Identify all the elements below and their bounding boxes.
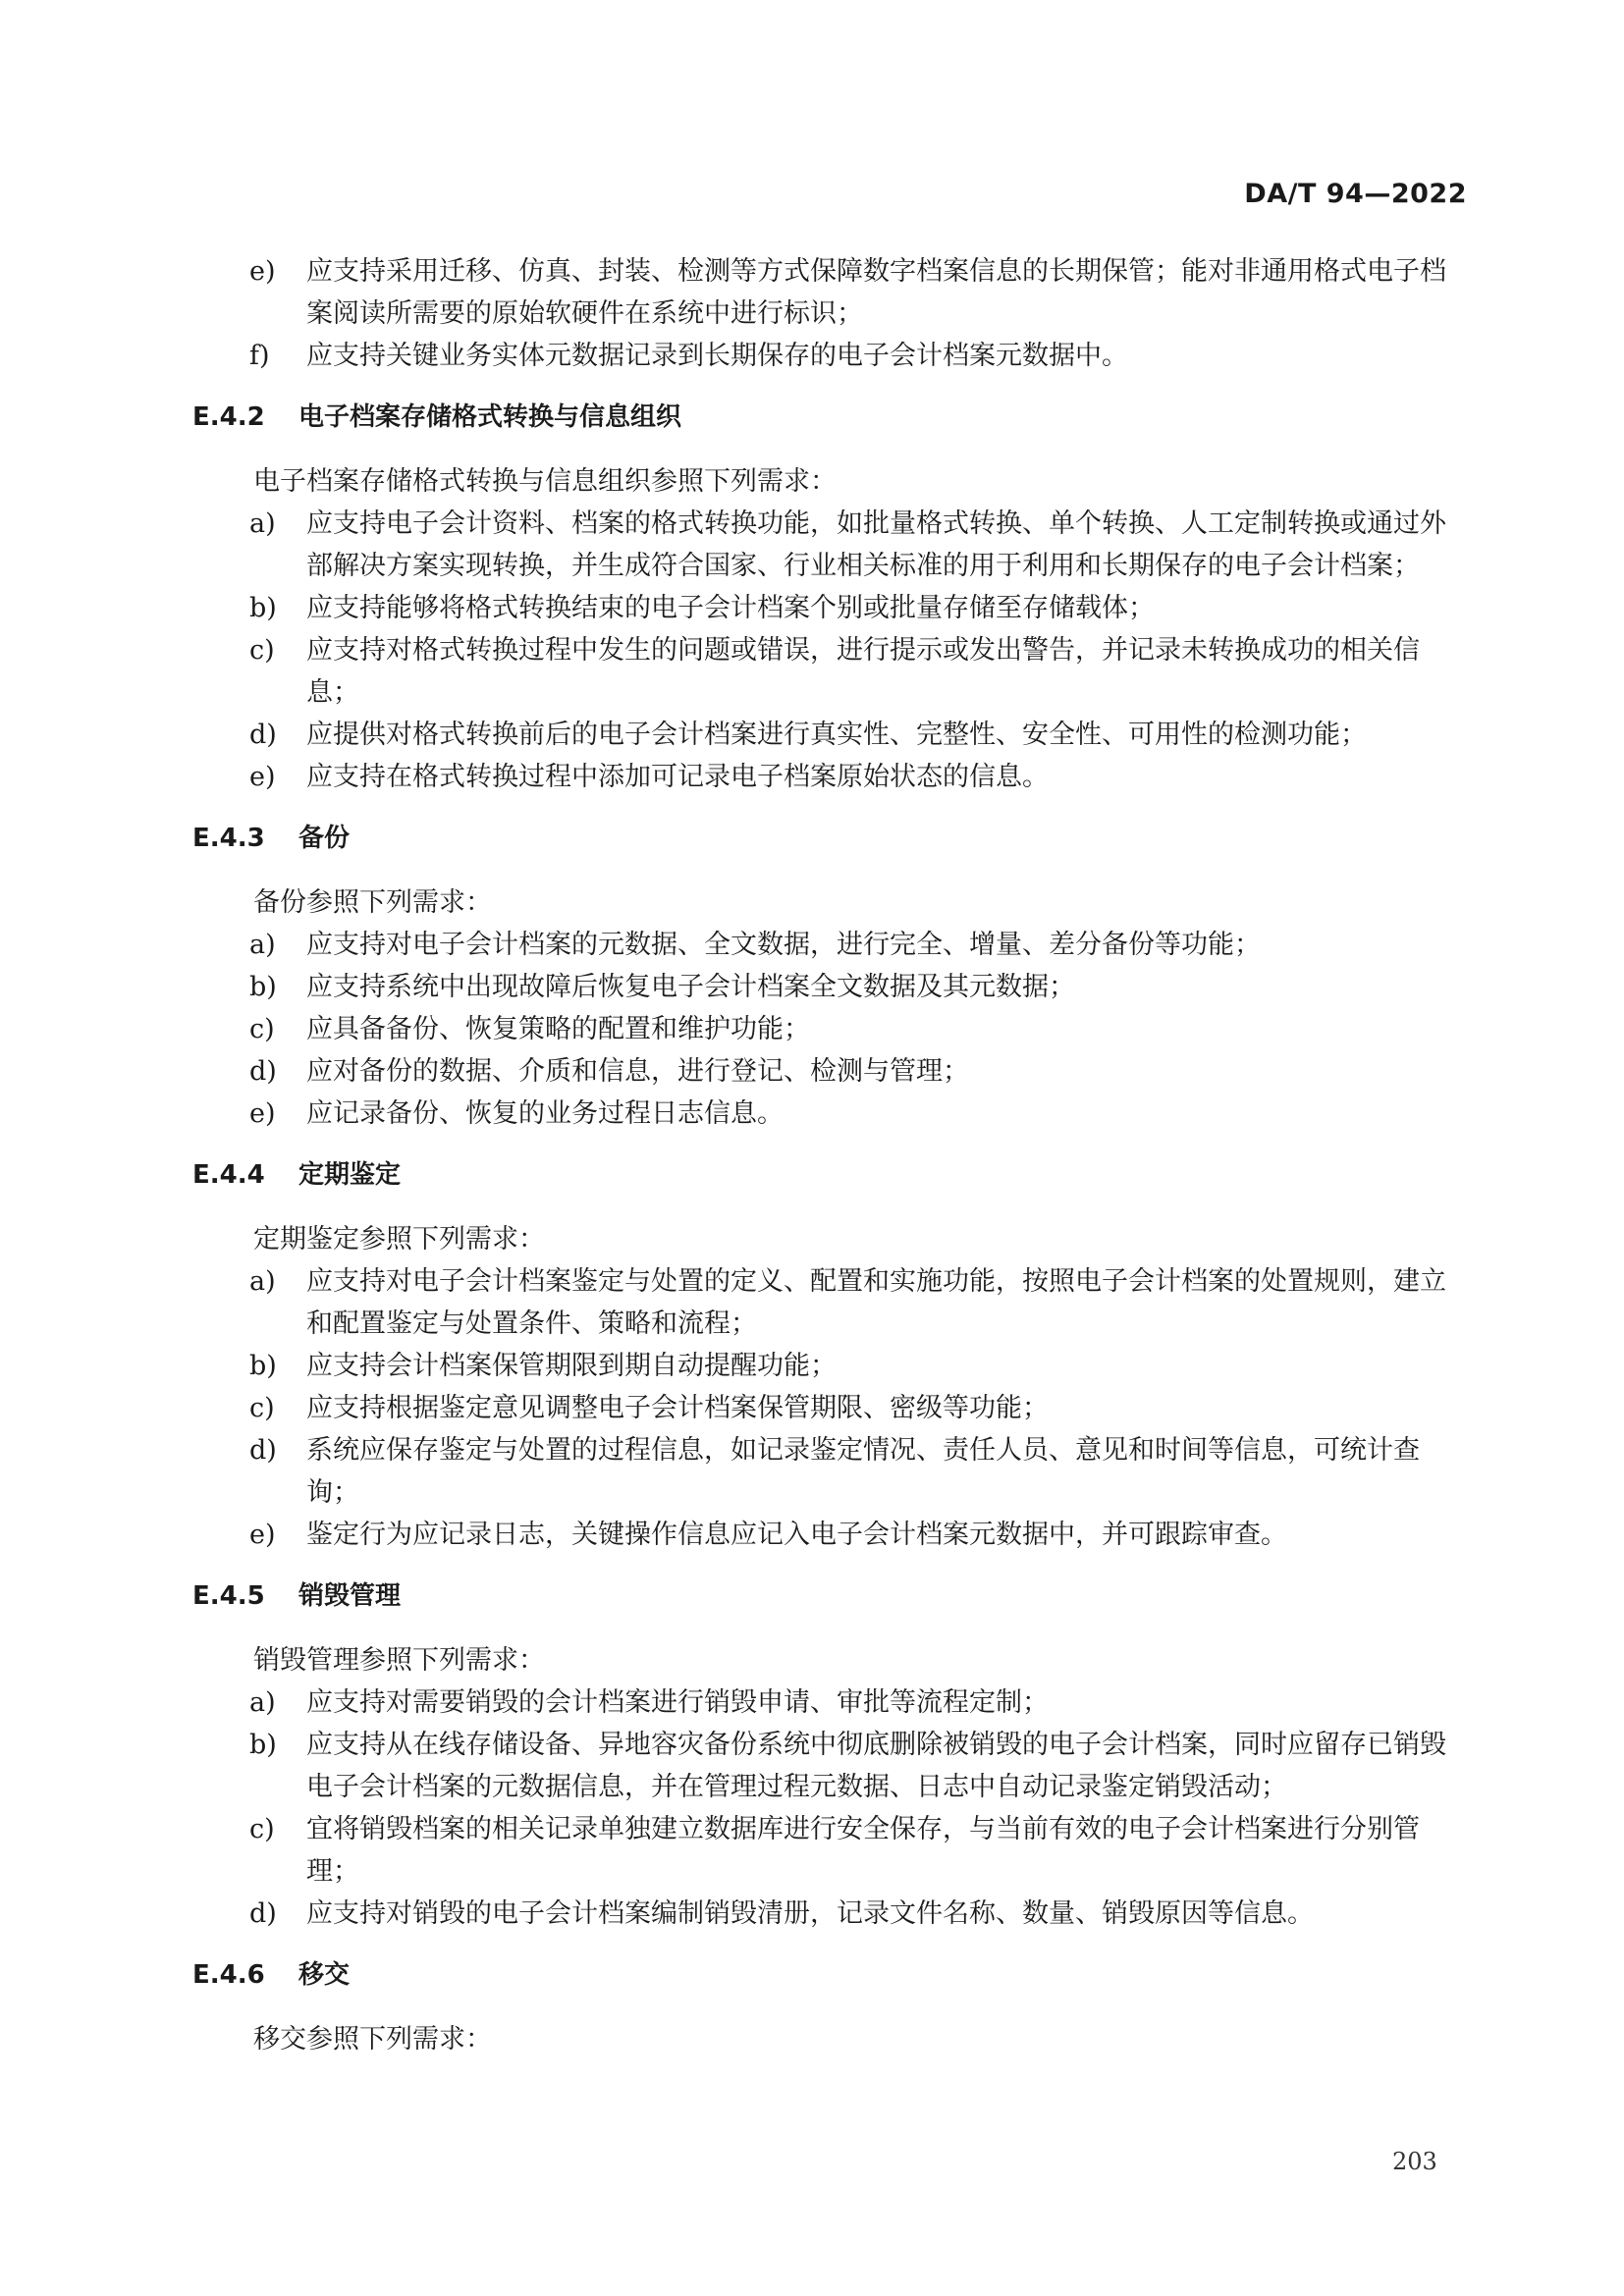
item-text: 应支持采用迁移、仿真、封装、检测等方式保障数字档案信息的长期保管；能对非通用格式电子档案阅读所需要的原始软硬件在系统中进行标识； (306, 256, 1446, 329)
sections-container (192, 397, 1469, 2060)
item-label: a) (249, 1266, 276, 1297)
item-label: e) (249, 1098, 276, 1129)
list-item (192, 503, 1469, 587)
item-label: d) (249, 1056, 277, 1087)
section-title: 电子档案存储格式转换与信息组织 (298, 402, 682, 432)
list-item (192, 1808, 1469, 1893)
section (192, 1575, 1469, 1935)
item-text: 鉴定行为应记录日志，关键操作信息应记入电子会计档案元数据中，并可跟踪审查。 (306, 1520, 1287, 1550)
item-text: 应支持系统中出现故障后恢复电子会计档案全文数据及其元数据； (306, 972, 1075, 1002)
item-text: 应支持电子会计资料、档案的格式转换功能，如批量格式转换、单个转换、人工定制转换或通过外部解决方案实现转换，并生成符合国家、行业相关标准的用于利用和长期保存的电子会计档案； (306, 508, 1446, 581)
item-text: 应支持会计档案保管期限到期自动提醒功能； (306, 1351, 837, 1381)
item-text: 应提供对格式转换前后的电子会计档案进行真实性、完整性、安全性、可用性的检测功能； (306, 720, 1367, 750)
item-label: a) (249, 930, 276, 960)
item-label: d) (249, 1898, 277, 1929)
standard-id-header: DA/T 94—2022 (1244, 179, 1467, 209)
list-item (192, 1724, 1469, 1808)
list-item (192, 1682, 1469, 1724)
item-label: c) (249, 635, 275, 666)
list-item (192, 1093, 1469, 1135)
section-intro: 备份参照下列需求： (253, 887, 492, 918)
list-item (192, 1008, 1469, 1050)
list-item (192, 250, 1469, 335)
section-heading (192, 1954, 1469, 1997)
list-item (192, 966, 1469, 1008)
item-text: 应支持从在线存储设备、异地容灾备份系统中彻底删除被销毁的电子会计档案，同时应留存已销毁电子会计档案的元数据信息，并在管理过程元数据、日志中自动记录鉴定销毁活动； (306, 1730, 1446, 1802)
item-text: 应对备份的数据、介质和信息，进行登记、检测与管理； (306, 1056, 969, 1087)
item-text: 应支持能够将格式转换结束的电子会计档案个别或批量存储至存储载体； (306, 593, 1155, 623)
section-number: E.4.2 (192, 402, 265, 432)
list-item (192, 587, 1469, 629)
section-title: 移交 (298, 1960, 351, 1990)
list-item (192, 1429, 1469, 1514)
item-text: 应支持对格式转换过程中发生的问题或错误，进行提示或发出警告，并记录未转换成功的相关信息； (306, 635, 1420, 708)
section-heading (192, 1575, 1469, 1618)
list-item (192, 1345, 1469, 1387)
section-heading (192, 818, 1469, 860)
item-label: c) (249, 1014, 275, 1044)
list-item (192, 756, 1469, 798)
top-item-list (192, 250, 1469, 377)
section-number: E.4.3 (192, 824, 265, 853)
section-number: E.4.5 (192, 1581, 265, 1611)
item-label: e) (249, 762, 276, 792)
section-number: E.4.6 (192, 1960, 265, 1990)
item-label: a) (249, 1687, 276, 1718)
list-item (192, 629, 1469, 714)
document-body (192, 250, 1469, 2060)
item-text: 应支持对销毁的电子会计档案编制销毁清册，记录文件名称、数量、销毁原因等信息。 (306, 1898, 1314, 1929)
section (192, 1154, 1469, 1556)
item-label: b) (249, 593, 277, 623)
list-item (192, 714, 1469, 756)
section-title: 销毁管理 (298, 1581, 402, 1611)
item-text: 应具备备份、恢复策略的配置和维护功能； (306, 1014, 810, 1044)
item-text: 系统应保存鉴定与处置的过程信息，如记录鉴定情况、责任人员、意见和时间等信息，可统计查询； (306, 1435, 1420, 1508)
item-label: a) (249, 508, 276, 539)
list-item (192, 1893, 1469, 1935)
section-heading (192, 1154, 1469, 1197)
item-label: b) (249, 972, 277, 1002)
item-label: f) (249, 341, 270, 371)
item-label: e) (249, 1520, 276, 1550)
section (192, 818, 1469, 1135)
section-intro: 定期鉴定参照下列需求： (253, 1224, 545, 1255)
section-heading (192, 397, 1469, 439)
section-number: E.4.4 (192, 1160, 265, 1190)
item-text: 应支持对需要销毁的会计档案进行销毁申请、审批等流程定制； (306, 1687, 1049, 1718)
item-text: 应支持关键业务实体元数据记录到长期保存的电子会计档案元数据中。 (306, 341, 1128, 371)
section-intro: 移交参照下列需求： (253, 2024, 492, 2055)
section-intro: 销毁管理参照下列需求： (253, 1645, 545, 1676)
item-text: 应支持对电子会计档案鉴定与处置的定义、配置和实施功能，按照电子会计档案的处置规则，建立和配置鉴定与处置条件、策略和流程； (306, 1266, 1446, 1339)
section (192, 1954, 1469, 2060)
list-item (192, 1514, 1469, 1556)
section-title: 备份 (298, 824, 351, 853)
section (192, 397, 1469, 798)
list-item (192, 1260, 1469, 1345)
item-text: 应支持根据鉴定意见调整电子会计档案保管期限、密级等功能； (306, 1393, 1049, 1423)
section-title: 定期鉴定 (298, 1160, 402, 1190)
item-label: b) (249, 1730, 277, 1760)
item-label: c) (249, 1393, 275, 1423)
page-number: 203 (1392, 2148, 1437, 2175)
section-intro: 电子档案存储格式转换与信息组织参照下列需求： (253, 466, 837, 497)
item-label: e) (249, 256, 276, 287)
item-label: c) (249, 1814, 275, 1844)
item-text: 应支持在格式转换过程中添加可记录电子档案原始状态的信息。 (306, 762, 1049, 792)
item-label: d) (249, 720, 277, 750)
list-item (192, 1050, 1469, 1093)
item-label: d) (249, 1435, 277, 1466)
item-text: 应支持对电子会计档案的元数据、全文数据，进行完全、增量、差分备份等功能； (306, 930, 1261, 960)
item-label: b) (249, 1351, 277, 1381)
item-text: 宜将销毁档案的相关记录单独建立数据库进行安全保存，与当前有效的电子会计档案进行分别管理； (306, 1814, 1420, 1887)
list-item (192, 335, 1469, 377)
list-item (192, 924, 1469, 966)
item-text: 应记录备份、恢复的业务过程日志信息。 (306, 1098, 784, 1129)
list-item (192, 1387, 1469, 1429)
